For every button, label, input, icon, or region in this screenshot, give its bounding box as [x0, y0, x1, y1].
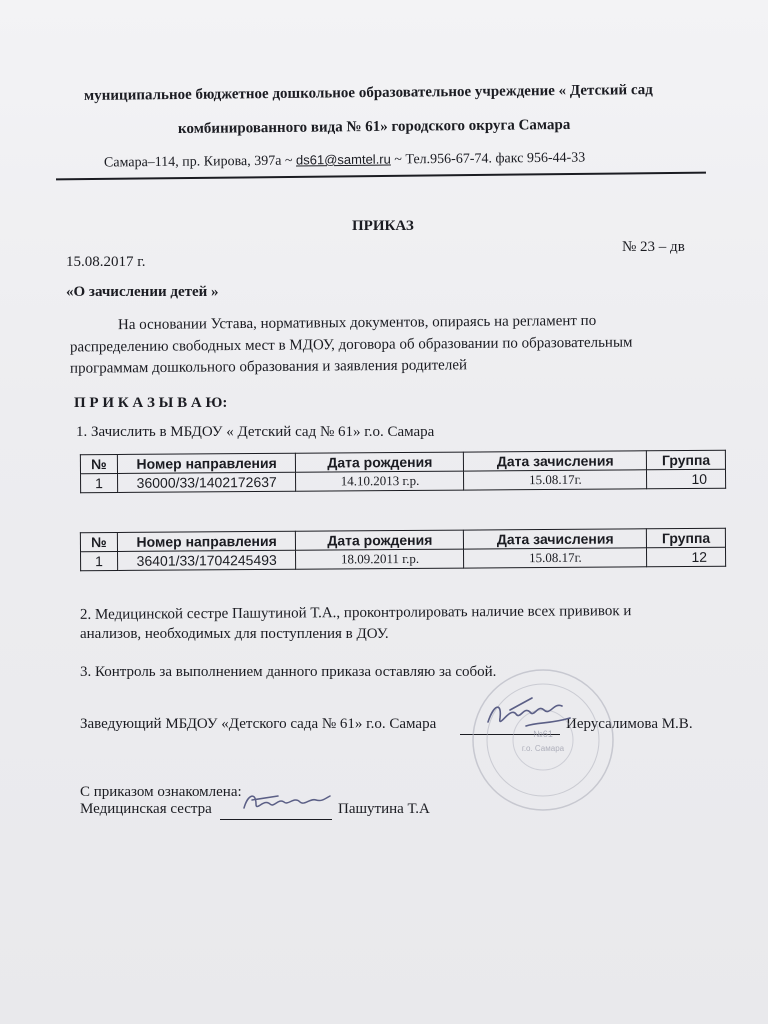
cell-group: 10 [647, 469, 726, 489]
cell-referral: 36401/33/1704245493 [117, 550, 296, 570]
cell-number: 1 [81, 473, 118, 492]
item-1-text: 1. Зачислить в МБДОУ « Детский сад № 61» г.о. Самара [76, 424, 435, 440]
round-seal-icon [468, 665, 618, 815]
order-date: 15.08.2017 г. [66, 254, 146, 270]
cell-enrollment-date: 15.08.17г. [464, 548, 647, 568]
cell-birth-date: 18.09.2011 г.р. [296, 549, 464, 569]
table-row [81, 469, 726, 493]
acknowledgement-line: С приказом ознакомлена: [80, 784, 242, 800]
head-name: Иерусалимова М.В. [566, 716, 693, 732]
email-link[interactable]: ds61@samtel.ru [295, 151, 391, 168]
nurse-name: Пашутина Т.А [338, 801, 430, 817]
col-header-referral: Номер направления [117, 453, 296, 473]
col-header-birth-date: Дата рождения [296, 452, 464, 472]
phone-fax-text: ~ Тел.956-67-74. факс 956-44-33 [390, 150, 586, 168]
col-header-group: Группа [647, 528, 726, 548]
svg-text:№61: №61 [533, 729, 553, 739]
preamble-line-1: На основании Устава, нормативных документов, опираясь на регламент по [117, 312, 597, 334]
letterhead-line-2: комбинированного вида № 61» городского округа Самара [177, 116, 571, 138]
col-header-group: Группа [647, 450, 726, 470]
nurse-label: Медицинская сестра [80, 801, 212, 817]
enrollment-table-2 [80, 528, 726, 572]
item-2-line-1: 2. Медицинской сестре Пашутиной Т.А., проконтролировать наличие всех прививок и [79, 603, 632, 623]
col-header-enrollment-date: Дата зачисления [464, 451, 647, 471]
enrollment-table-1 [80, 450, 726, 494]
nurse-signature-icon [238, 786, 334, 820]
cell-referral: 36000/33/1402172637 [117, 472, 296, 492]
preamble-line-2: распределению свободных мест в МДОУ, договора об образовании по образовательным [69, 334, 633, 356]
col-header-enrollment-date: Дата зачисления [464, 529, 647, 549]
svg-text:г.о. Самара: г.о. Самара [521, 744, 565, 753]
head-signature-icon [480, 692, 575, 740]
head-signature-label: Заведующий МБДОУ «Детского сада № 61» г.о. Самара [80, 716, 437, 732]
cell-number: 1 [81, 551, 118, 570]
col-header-birth-date: Дата рождения [296, 530, 464, 550]
cell-birth-date: 14.10.2013 г.р. [296, 471, 464, 491]
col-header-number: № [80, 532, 117, 551]
decree-heading: П Р И К А З Ы В А Ю: [74, 395, 228, 411]
table-row [81, 547, 726, 571]
item-3-text: 3. Контроль за выполнением данного приказа оставляю за собой. [80, 664, 497, 680]
col-header-number: № [80, 454, 117, 473]
address-text: Самара–114, пр. Кирова, 397а ~ [103, 153, 297, 171]
preamble-line-3: программам дошкольного образования и заявления родителей [69, 357, 468, 377]
item-2-line-2: анализов, необходимых для поступления в ДОУ. [80, 626, 389, 642]
order-number: № 23 – дв [622, 239, 685, 255]
cell-group: 12 [647, 547, 726, 567]
col-header-referral: Номер направления [117, 531, 296, 551]
letterhead-rule [56, 172, 706, 181]
letterhead-address [104, 149, 585, 171]
order-subject: «О зачислении детей » [66, 284, 219, 300]
cell-enrollment-date: 15.08.17г. [464, 470, 647, 490]
order-title: ПРИКАЗ [352, 218, 414, 234]
letterhead-line-1: муниципальное бюджетное дошкольное образовательное учреждение « Детский сад [83, 82, 653, 104]
